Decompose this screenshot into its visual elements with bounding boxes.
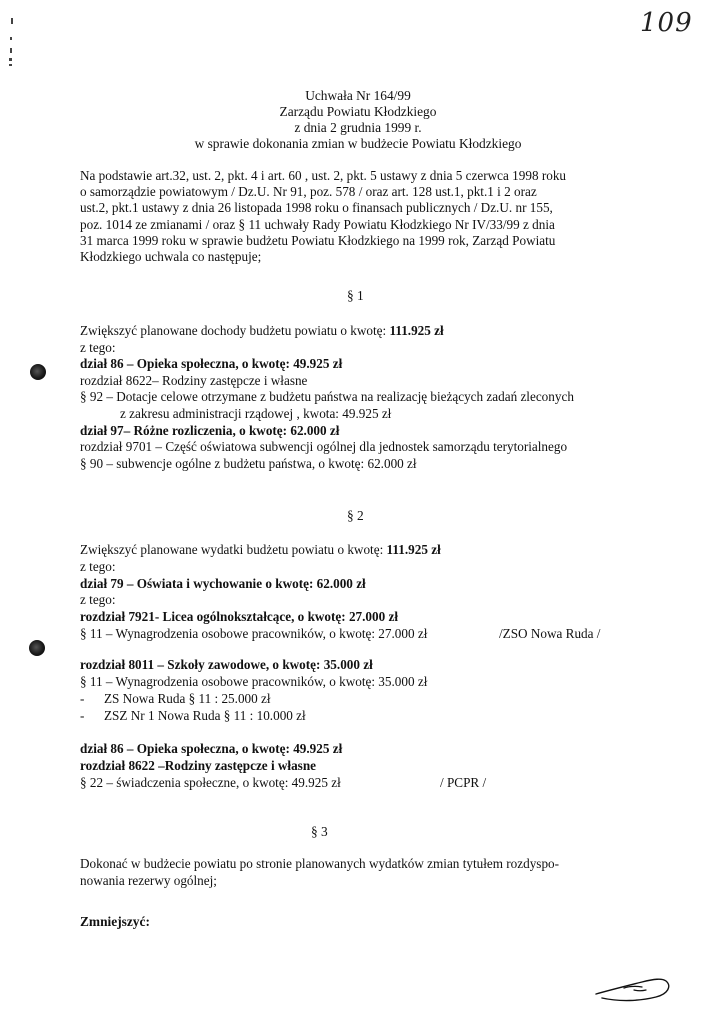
rozdzial-9701: rozdział 9701 – Część oświatowa subwencji ogólnej dla jednostek samorządu terytorialnego: [80, 439, 568, 455]
zso-nowa-ruda-note: /ZSO Nowa Ruda /: [499, 625, 601, 641]
expense-increase-text: Zwiększyć planowane wydatki budżetu powiatu o kwotę:: [80, 542, 384, 557]
section-1-title: § 1: [347, 288, 364, 303]
dzial-86-heading: dział 86 – Opieka społeczna, o kwotę: 49.925 zł: [80, 741, 343, 756]
section-2-body-cont: [80, 656, 640, 724]
handwritten-page-number: 109: [640, 8, 693, 38]
margin-mark: [9, 58, 12, 61]
preamble-line: Na podstawie art.32, ust. 2, pkt. 4 i art. 60 , ust. 2, pkt. 5 ustawy z dnia 5 czerwca 1998 roku: [80, 168, 567, 183]
section-3-text-continued: nowania rezerwy ogólnej;: [80, 872, 217, 888]
preamble-line: 31 marca 1999 roku w sprawie budżetu Powiatu Kłodzkiego na 1999 rok, Zarząd Powiatu: [80, 232, 556, 248]
issuing-body: Zarządu Powiatu Kłodzkiego: [279, 104, 437, 119]
rozdzial-8622-heading: rozdział 8622 –Rodziny zastępcze i własne: [80, 758, 317, 773]
dzial-86-heading: dział 86 – Opieka społeczna, o kwotę: 49.925 zł: [80, 356, 343, 372]
dash-item: [80, 707, 640, 724]
preamble-line: poz. 1014 ze zmianami / oraz § 11 uchwały Rady Powiatu Kłodzkiego Nr IV/33/99 z dnia: [80, 216, 555, 232]
dash-marker: -: [80, 708, 85, 723]
punch-hole: [30, 364, 46, 380]
dzial-97-heading: dział 97– Różne rozliczenia, o kwotę: 62.000 zł: [80, 422, 340, 438]
document-header: [0, 88, 716, 152]
resolution-date: z dnia 2 grudnia 1999 r.: [294, 120, 422, 135]
punch-hole: [29, 640, 45, 656]
margin-mark: [10, 48, 12, 53]
section-2-body-social: [80, 740, 640, 791]
paragraph-22-text: § 22 – świadczenia społeczne, o kwotę: 49.925 zł: [80, 775, 341, 790]
z-tego-label: z tego:: [80, 592, 116, 608]
paragraph-92: § 92 – Dotacje celowe otrzymane z budżetu państwa na realizację bieżących zadań zleconych: [80, 389, 574, 405]
rozdzial-8011-heading: rozdział 8011 – Szkoły zawodowe, o kwotę: 35.000 zł: [80, 657, 373, 672]
preamble: [80, 168, 640, 265]
section-3-title: § 3: [311, 824, 328, 839]
z-tego-label: z tego:: [80, 339, 116, 355]
margin-mark: [11, 18, 13, 24]
margin-mark: [10, 37, 12, 40]
dash-item-text: ZS Nowa Ruda § 11 : 25.000 zł: [104, 691, 271, 706]
dash-item: [80, 690, 640, 707]
paragraph-11-zso-text: § 11 – Wynagrodzenia osobowe pracowników, o kwotę: 27.000 zł: [80, 625, 428, 641]
preamble-line: o samorządzie powiatowym / Dz.U. Nr 91, poz. 578 / oraz art. 128 ust.1, pkt.1 i 2 oraz: [80, 184, 537, 200]
paragraph-22: [80, 774, 640, 791]
resolution-subject: w sprawie dokonania zmian w budżecie Powiatu Kłodzkiego: [194, 136, 522, 151]
income-increase-text: Zwiększyć planowane dochody budżetu powiatu o kwotę:: [80, 323, 387, 338]
section-3-body: [80, 856, 640, 889]
rozdzial-8622: rozdział 8622– Rodziny zastępcze i własne: [80, 372, 308, 388]
section-2-body: [80, 542, 640, 643]
paragraph-92-continued: z zakresu administracji rządowej , kwota: 49.925 zł: [120, 405, 392, 421]
section-2-title: § 2: [347, 508, 364, 523]
zmniejszyc-label: Zmniejszyć:: [80, 914, 150, 929]
handwritten-signature: [590, 964, 690, 1008]
income-increase-line: [80, 323, 640, 340]
section-1-body: [80, 323, 640, 472]
preamble-line: Kłodzkiego uchwala co następuje;: [80, 249, 262, 265]
expense-increase-amount: 111.925 zł: [386, 542, 441, 557]
resolution-number: Uchwała Nr 164/99: [305, 88, 411, 103]
section-3-text: Dokonać w budżecie powiatu po stronie planowanych wydatków zmian tytułem rozdyspo-: [80, 856, 560, 871]
rozdzial-7921-heading: rozdział 7921- Licea ogólnokształcące, o kwotę: 27.000 zł: [80, 609, 399, 625]
z-tego-label: z tego:: [80, 558, 116, 574]
dash-item-text: ZSZ Nr 1 Nowa Ruda § 11 : 10.000 zł: [104, 708, 306, 723]
income-increase-amount: 111.925 zł: [389, 323, 444, 338]
margin-mark: [9, 64, 12, 66]
paragraph-90: § 90 – subwencje ogólne z budżetu państwa, o kwotę: 62.000 zł: [80, 455, 417, 471]
paragraph-11-zso: [80, 626, 640, 643]
dzial-79-heading: dział 79 – Oświata i wychowanie o kwotę: 62.000 zł: [80, 575, 366, 591]
preamble-line: ust.2, pkt.1 ustawy z dnia 26 listopada 1998 roku o finansach publicznych / Dz.U. nr 155,: [80, 200, 553, 216]
dash-marker: -: [80, 691, 85, 706]
expense-increase-line: [80, 542, 640, 559]
pcpr-note: / PCPR /: [440, 775, 487, 790]
paragraph-11-schools: § 11 – Wynagrodzenia osobowe pracowników, o kwotę: 35.000 zł: [80, 674, 428, 689]
